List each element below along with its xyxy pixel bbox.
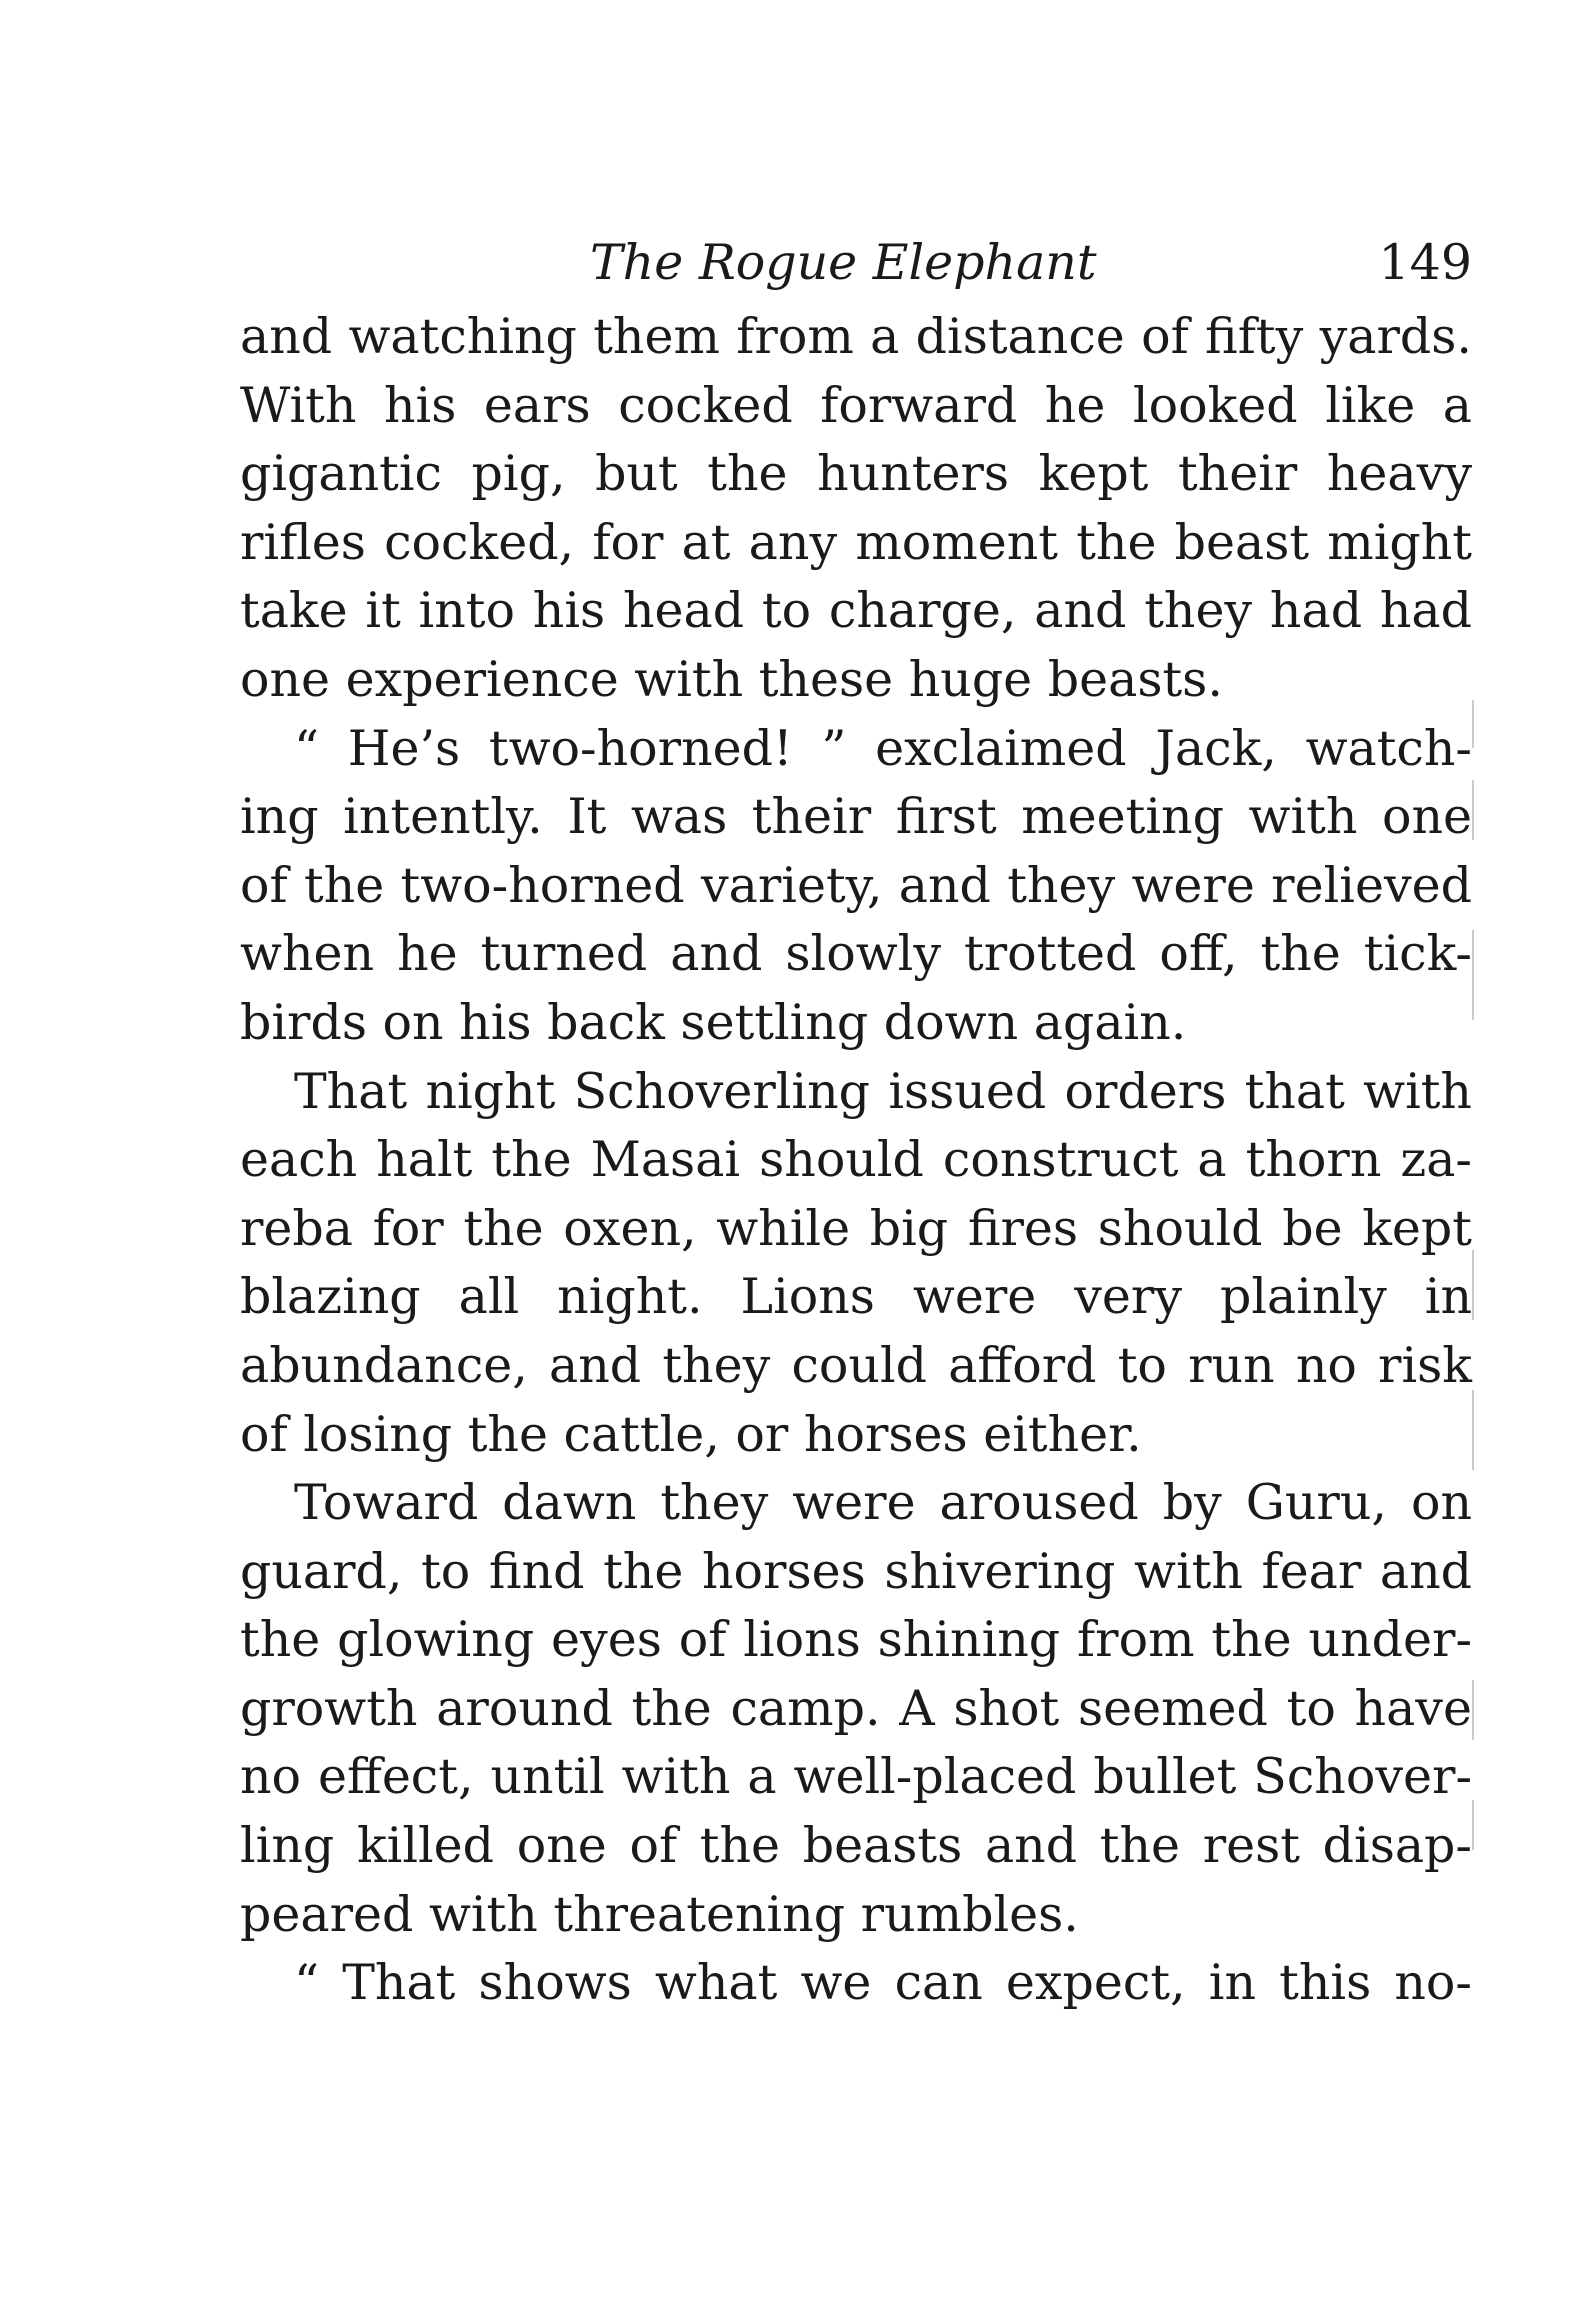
text-line: the glowing eyes of lions shining from the under- (240, 1611, 1472, 1669)
text-line: growth around the camp. A shot seemed to have (240, 1679, 1472, 1737)
body-text (240, 303, 1472, 2018)
text-line: Toward dawn they were aroused by Guru, on (294, 1474, 1472, 1532)
scan-speck (1472, 930, 1474, 1020)
text-line: of the two-horned variety, and they were relieved (240, 856, 1472, 914)
text-line: With his ears cocked forward he looked like a (240, 376, 1472, 434)
text-line: ling killed one of the beasts and the rest disap- (240, 1817, 1472, 1875)
text-line: when he turned and slowly trotted off, the tick- (240, 925, 1472, 983)
running-head (240, 228, 1472, 298)
text-line: peared with threatening rumbles. (240, 1885, 1079, 1943)
scan-speck (1472, 1680, 1474, 1740)
scan-speck (1472, 780, 1474, 840)
scan-speck (1472, 700, 1474, 748)
text-line: of losing the cattle, or horses either. (240, 1405, 1142, 1463)
text-line: guard, to find the horses shivering with fear and (240, 1542, 1472, 1600)
running-title: The Rogue Elephant (590, 234, 1097, 291)
text-line: blazing all night. Lions were very plainly in (240, 1268, 1472, 1326)
text-line: “ That shows what we can expect, in this no- (294, 1954, 1472, 2012)
text-line: birds on his back settling down again. (240, 993, 1187, 1051)
text-line: gigantic pig, but the hunters kept their heavy (240, 445, 1472, 503)
text-line: That night Schoverling issued orders that with (294, 1062, 1472, 1120)
text-line: reba for the oxen, while big fires should be kept (240, 1199, 1472, 1257)
scan-speck (1472, 1250, 1474, 1320)
text-line: each halt the Masai should construct a thorn za- (240, 1131, 1472, 1189)
text-line: no effect, until with a well-placed bullet Schover- (240, 1748, 1472, 1806)
scan-speck (1472, 1800, 1474, 1850)
text-line: one experience with these huge beasts. (240, 650, 1223, 708)
scan-speck (1472, 1390, 1474, 1470)
text-line: take it into his head to charge, and they had had (240, 582, 1472, 640)
text-line: rifles cocked, for at any moment the beast might (240, 513, 1472, 571)
text-line: and watching them from a distance of fifty yards. (240, 308, 1472, 365)
text-line: “ He’s two-horned! ” exclaimed Jack, watch- (294, 719, 1472, 777)
text-line: abundance, and they could afford to run no risk (240, 1336, 1472, 1394)
text-line: ing intently. It was their first meeting with one (240, 788, 1472, 846)
page-number: 149 (1378, 234, 1472, 291)
